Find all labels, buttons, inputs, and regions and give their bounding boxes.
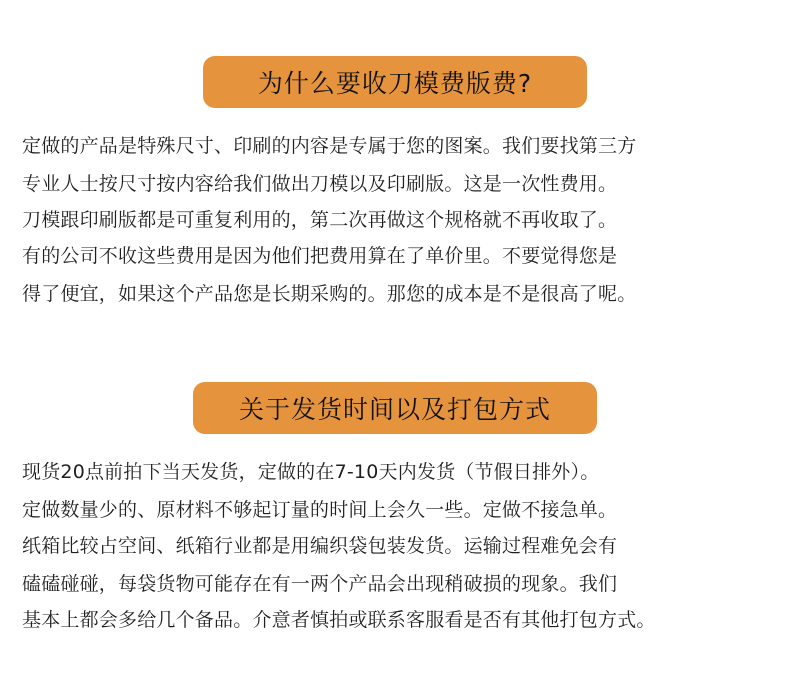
paragraph-line: 有的公司不收这些费用是因为他们把费用算在了单价里。不要觉得您是 — [22, 245, 618, 267]
section-heading-text: 关于发货时间以及打包方式 — [238, 395, 551, 424]
paragraph-line: 现货20点前拍下当天发货，定做的在7-10天内发货（节假日排外）。 — [22, 461, 600, 483]
paragraph-line: 定做的产品是特殊尺寸、印刷的内容是专属于您的图案。我们要找第三方 — [22, 135, 637, 157]
section-shipping-packing — [0, 340, 790, 686]
section-die-cut-fee — [0, 0, 790, 340]
paragraph-line: 定做数量少的、原材料不够起订量的时间上会久一些。定做不接急单。 — [22, 499, 618, 521]
paragraph-line: 基本上都会多给几个备品。介意者慎拍或联系客服看是否有其他打包方式。 — [22, 609, 656, 631]
paragraph-line: 刀模跟印刷版都是可重复利用的，第二次再做这个规格就不再收取了。 — [22, 209, 618, 231]
paragraph-line: 得了便宜，如果这个产品您是长期采购的。那您的成本是不是很高了呢。 — [22, 283, 637, 305]
section-heading-shipping-packing — [193, 382, 597, 434]
section-heading-text: 为什么要收刀模费版费? — [257, 69, 533, 98]
paragraph-line: 磕磕碰碰，每袋货物可能存在有一两个产品会出现稍破损的现象。我们 — [22, 573, 618, 595]
paragraph-line: 专业人士按尺寸按内容给我们做出刀模以及印刷版。这是一次性费用。 — [22, 173, 618, 195]
paragraph-line: 纸箱比较占空间、纸箱行业都是用编织袋包装发货。运输过程难免会有 — [22, 535, 618, 557]
section-heading-die-cut-fee — [203, 56, 587, 108]
